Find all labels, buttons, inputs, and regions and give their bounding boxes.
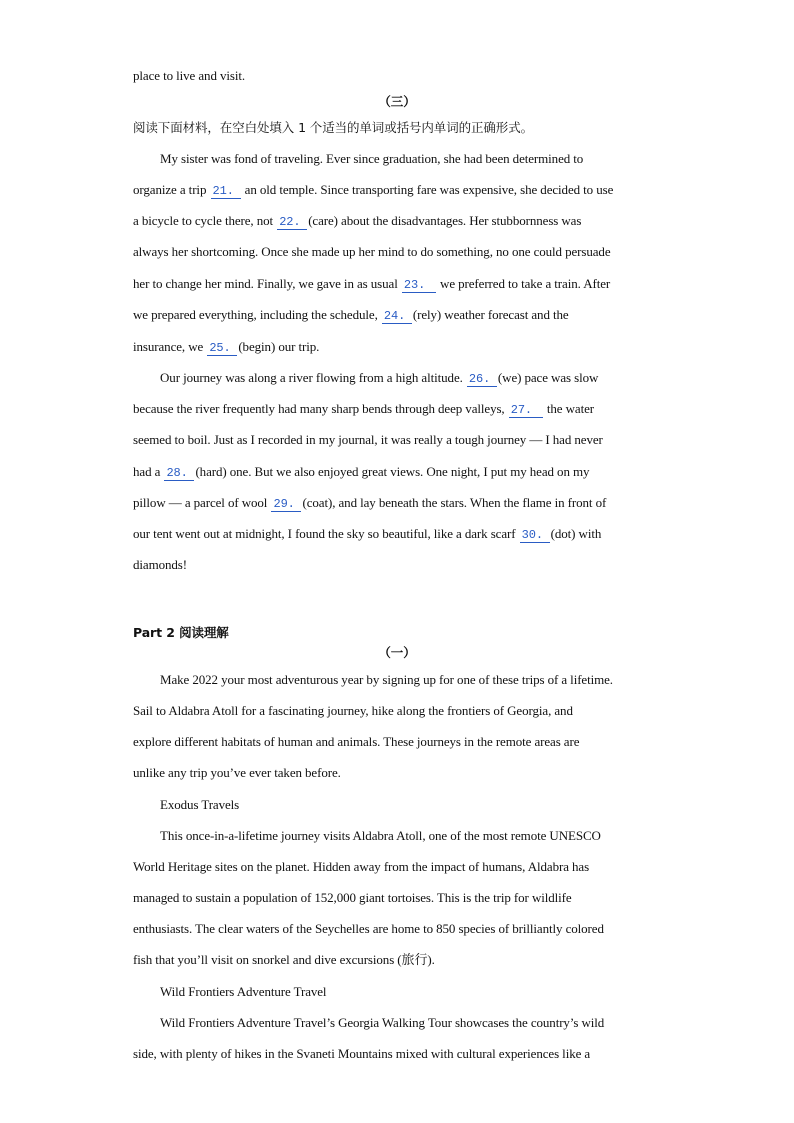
text-line (160, 370, 663, 387)
text-line: managed to sustain a population of 152,000 giant tortoises. This is the trip for wildlife (133, 890, 572, 905)
text-segment: (rely) weather forecast and the (412, 307, 569, 322)
text-line (133, 339, 663, 356)
section-heading-3: （三） (378, 94, 416, 109)
text-segment: our tent went out at midnight, I found the sky so beautiful, like a dark scarf (133, 526, 519, 541)
text-line (133, 464, 663, 481)
text-line: Sail to Aldabra Atoll for a fascinating journey, hike along the frontiers of Georgia, and (133, 703, 573, 718)
text-segment: (coat), and lay beneath the stars. When the flame in front of (302, 495, 607, 510)
text-line (133, 495, 663, 512)
text-line: fish that you’ll visit on snorkel and dive excursions (旅行). (133, 952, 435, 967)
answer-blank-24[interactable]: 24. (382, 310, 412, 324)
text-line (133, 401, 663, 418)
text-line: Wild Frontiers Adventure Travel’s Georgia Walking Tour showcases the country’s wild (160, 1015, 605, 1030)
text-segment: insurance, we (133, 339, 207, 354)
text-line: enthusiasts. The clear waters of the Seychelles are home to 850 species of brilliantly colored (133, 921, 604, 936)
subheading-wild-frontiers: Wild Frontiers Adventure Travel (160, 984, 327, 999)
section-instruction: 阅读下面材料，在空白处填入 1 个适当的单词或括号内单词的正确形式。 (133, 120, 534, 135)
answer-blank-23[interactable]: 23. (402, 279, 436, 293)
text-segment: (we) pace was slow (497, 370, 599, 385)
text-line: side, with plenty of hikes in the Svaneti Mountains mixed with cultural experiences like a (133, 1046, 591, 1061)
text-segment: a bicycle to cycle there, not (133, 213, 277, 228)
section-heading-1: （一） (378, 645, 416, 660)
part-title: Part 2 阅读理解 (133, 625, 229, 640)
text-line (133, 526, 663, 543)
text-segment: Our journey was along a river flowing from a high altitude. (160, 370, 466, 385)
text-line: always her shortcoming. Once she made up her mind to do something, no one could persuade (133, 244, 611, 259)
text-segment: (hard) one. But we also enjoyed great views. One night, I put my head on my (195, 464, 590, 479)
text-segment: pillow — a parcel of wool (133, 495, 271, 510)
text-line: My sister was fond of traveling. Ever since graduation, she had been determined to (160, 151, 584, 166)
answer-blank-21[interactable]: 21. (211, 185, 241, 199)
answer-blank-28[interactable]: 28. (164, 467, 194, 481)
text-line: diamonds! (133, 557, 187, 572)
text-segment: (dot) with (550, 526, 602, 541)
answer-blank-29[interactable]: 29. (271, 498, 301, 512)
text-segment: the water (543, 401, 594, 416)
text-segment: we prepared everything, including the schedule, (133, 307, 381, 322)
text-line (133, 276, 663, 293)
subheading-exodus-travels: Exodus Travels (160, 797, 240, 812)
text-segment: we preferred to take a train. After (436, 276, 611, 291)
answer-blank-22[interactable]: 22. (277, 216, 307, 230)
text-segment: (care) about the disadvantages. Her stubbornness was (308, 213, 582, 228)
text-segment: because the river frequently had many sharp bends through deep valleys, (133, 401, 508, 416)
answer-blank-27[interactable]: 27. (509, 404, 543, 418)
answer-blank-26[interactable]: 26. (467, 373, 497, 387)
text-line: unlike any trip you’ve ever taken before. (133, 765, 341, 780)
text-segment: (begin) our trip. (238, 339, 320, 354)
text-line: World Heritage sites on the planet. Hidden away from the impact of humans, Aldabra has (133, 859, 590, 874)
text-segment: had a (133, 464, 164, 479)
answer-blank-30[interactable]: 30. (520, 529, 550, 543)
text-segment: her to change her mind. Finally, we gave in as usual (133, 276, 401, 291)
text-segment: an old temple. Since transporting fare was expensive, she decided to use (241, 182, 614, 197)
text-segment: organize a trip (133, 182, 210, 197)
text-line: explore different habitats of human and animals. These journeys in the remote areas are (133, 734, 580, 749)
text-line: seemed to boil. Just as I recorded in my journal, it was really a tough journey — I had never (133, 432, 603, 447)
text-line: This once-in-a-lifetime journey visits Aldabra Atoll, one of the most remote UNESCO (160, 828, 601, 843)
text-line (133, 307, 663, 324)
text-line: Make 2022 your most adventurous year by signing up for one of these trips of a lifetime. (160, 672, 613, 687)
text-line (133, 182, 663, 199)
answer-blank-25[interactable]: 25. (207, 342, 237, 356)
text-line: place to live and visit. (133, 68, 246, 83)
text-line (133, 213, 663, 230)
